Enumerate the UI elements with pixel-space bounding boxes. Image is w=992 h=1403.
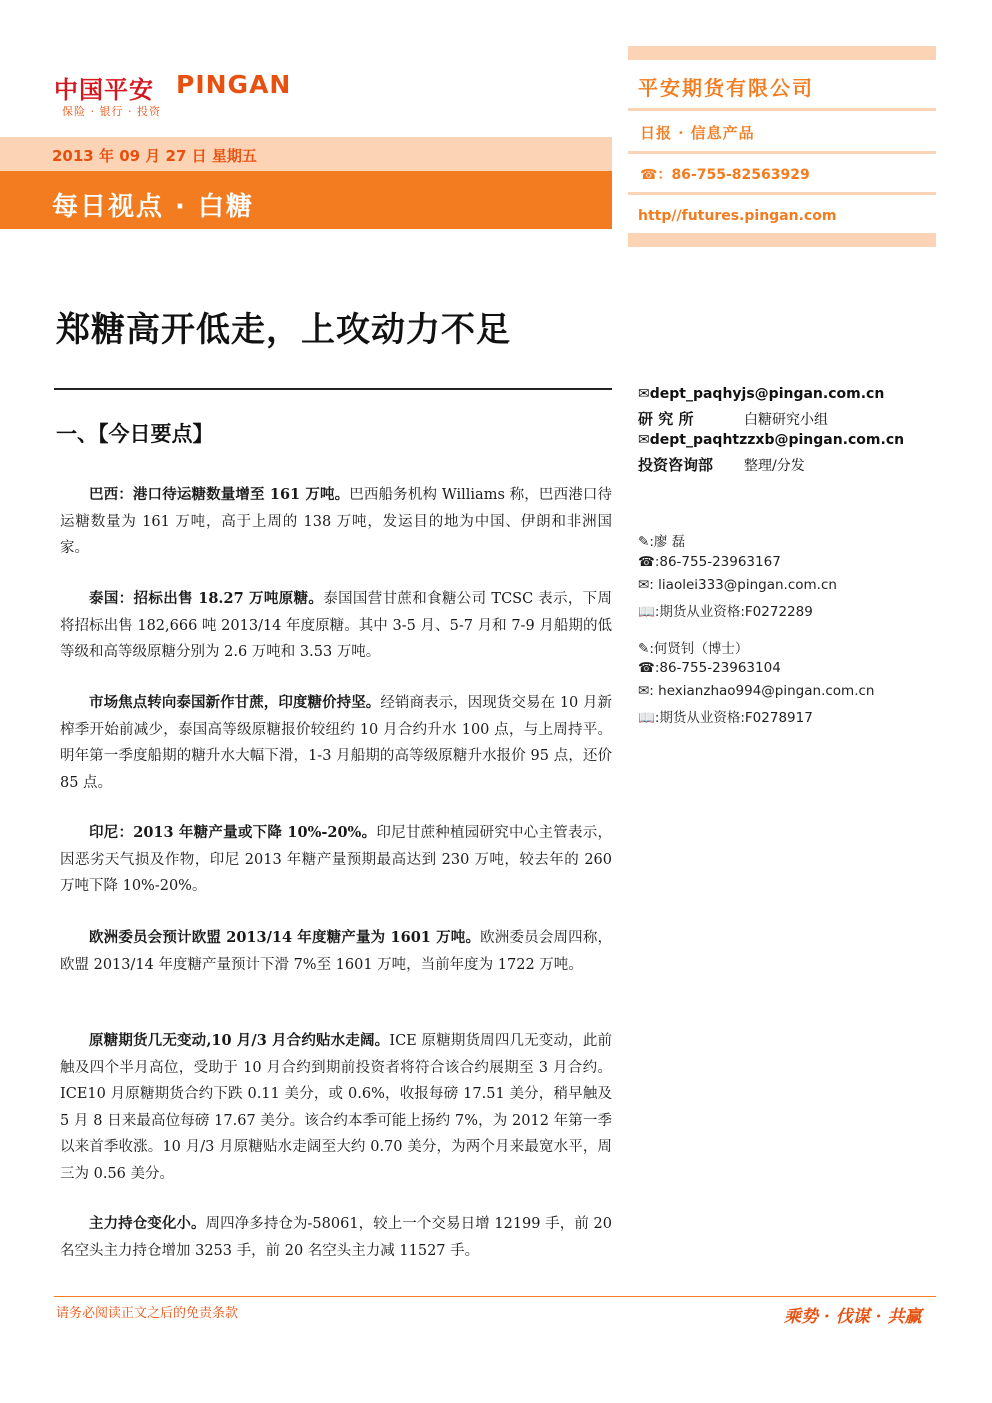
analyst-1-license: 📖:期货从业资格:F0272289 bbox=[638, 604, 813, 620]
info-box-url bbox=[628, 195, 936, 233]
email-link[interactable]: dept_paqhyjs@pingan.com.cn bbox=[649, 386, 885, 402]
logo-chinese: 中国平安 bbox=[54, 76, 154, 104]
disclaimer-link[interactable]: 请务必阅读正文之后的免责条款 bbox=[56, 1306, 239, 1321]
paragraph-brazil: 巴西：港口待运糖数量增至 161 万吨。巴西船务机构 Williams 称，巴西港口待运糖数量为 161 万吨，高于上周的 138 万吨，发运目的地为中国、伊朗和非洲国家。 bbox=[60, 486, 612, 556]
phone-icon: ☎ bbox=[638, 660, 655, 676]
analyst-2-email[interactable]: ✉: hexianzhao994@pingan.com.cn bbox=[638, 683, 875, 699]
report-category: 日报 · 信息产品 bbox=[640, 124, 755, 142]
analyst-1-email[interactable]: ✉: liaolei333@pingan.com.cn bbox=[638, 577, 837, 593]
headline-rule bbox=[54, 388, 612, 390]
analyst-2-phone: ☎:86-755-23963104 bbox=[638, 660, 781, 676]
book-icon: 📖 bbox=[638, 710, 655, 726]
mail-icon: ✉: bbox=[638, 577, 654, 593]
contact-dept-1 bbox=[638, 408, 828, 429]
analyst-2-name: ✎:何贤钊（博士） bbox=[638, 641, 749, 657]
mail-icon: ✉ bbox=[638, 386, 650, 402]
phone-icon: ☎ bbox=[638, 554, 655, 570]
logo-english: PINGAN bbox=[176, 70, 292, 99]
paragraph-eu: 欧洲委员会预计欧盟 2013/14 年度糖产量为 1601 万吨。欧洲委员会周四称，欧盟 2013/14 年度糖产量预计下滑 7%至 1601 万吨，当前年度为 1722 万吨。 bbox=[60, 929, 612, 973]
headline: 郑糖高开低走，上攻动力不足 bbox=[56, 310, 511, 350]
paragraph-indonesia: 印尼：2013 年糖产量或下降 10%-20%。印尼甘蔗种植园研究中心主管表示，因恶劣天气损及作物，印尼 2013 年糖产量预期最高达到 230 万吨，较去年的 260 万吨下降 10%-20%。 bbox=[60, 824, 613, 894]
info-box-phone bbox=[628, 154, 936, 192]
report-title: 每日视点 · 白糖 bbox=[52, 192, 254, 222]
dept-value: 整理/分发 bbox=[744, 458, 805, 474]
section-title: 一、【今日要点】 bbox=[56, 422, 214, 446]
dept-label: 研 究 所 bbox=[638, 410, 694, 428]
company-phone: ☎：86-755-82563929 bbox=[640, 167, 810, 183]
contact-email-2 bbox=[638, 432, 904, 448]
info-box-top-bar bbox=[628, 46, 936, 60]
company-name: 平安期货有限公司 bbox=[638, 76, 814, 100]
footer-slogan: 乘势 · 伐谋 · 共赢 bbox=[784, 1307, 922, 1327]
info-box-bottom-bar bbox=[628, 233, 936, 247]
info-box-company bbox=[628, 60, 936, 108]
info-box-category bbox=[628, 111, 936, 151]
logo-tagline: 保险 · 银行 · 投资 bbox=[62, 105, 161, 118]
pen-icon: ✎ bbox=[638, 534, 650, 550]
paragraph-positions: 主力持仓变化小。周四净多持仓为-58061，较上一个交易日增 12199 手，前 20 名空头主力持仓增加 3253 手，前 20 名空头主力减 11527 手。 bbox=[60, 1215, 613, 1259]
footer-rule bbox=[54, 1296, 936, 1297]
paragraph-market-focus: 市场焦点转向泰国新作甘蔗，印度糖价持坚。经销商表示，因现货交易在 10 月新榨季开始前减少，泰国高等级原糖报价较纽约 10 月合约升水 100 点，与上周持平。明年第一季度船期的糖升水大幅下滑，1-3 月船期的高等级原糖升水报价 95 点，还价 85 点。 bbox=[60, 694, 613, 791]
book-icon: 📖 bbox=[638, 604, 655, 620]
paragraph-raw-sugar: 原糖期货几无变动,10 月/3 月合约贴水走阔。ICE 原糖期货周四几无变动，此前触及四个半月高位，受助于 10 月合约到期前投资者将符合该合约展期至 3 月合约。ICE10 月原糖期货合约下跌 0.11 美分，或 0.6%，收报每磅 17.51 美分，稍早触及 5 月 8 日来最高位每磅 17.67 美分。该合约本季可能上扬约 7%，为 2012 年第一季以来首季收涨。10 月/3 月原糖贴水走阔至大约 0.70 美分，为两个月来最宽水平，周三为 0.56 美分。 bbox=[60, 1032, 612, 1182]
dept-label: 投资咨询部 bbox=[638, 456, 714, 474]
analyst-1-phone: ☎:86-755-23963167 bbox=[638, 554, 781, 570]
analyst-2-license: 📖:期货从业资格:F0278917 bbox=[638, 710, 813, 726]
analyst-1-name: ✎:廖 磊 bbox=[638, 534, 686, 550]
dept-value: 白糖研究小组 bbox=[744, 412, 828, 428]
company-url[interactable]: http//futures.pingan.com bbox=[638, 208, 837, 224]
email-link[interactable]: dept_paqhtzzxb@pingan.com.cn bbox=[649, 432, 905, 448]
contact-email-1 bbox=[638, 386, 884, 402]
contact-dept-2 bbox=[638, 454, 805, 475]
mail-icon: ✉: bbox=[638, 683, 654, 699]
pen-icon: ✎ bbox=[638, 641, 650, 657]
mail-icon: ✉ bbox=[638, 432, 650, 448]
report-date: 2013 年 09 月 27 日 星期五 bbox=[52, 147, 257, 165]
paragraph-thailand: 泰国：招标出售 18.27 万吨原糖。泰国国营甘蔗和食糖公司 TCSC 表示，下周将招标出售 182,666 吨 2013/14 年度原糖。其中 3-5 月、5-7 月和 7-9 月船期的低等级和高等级原糖分别为 2.6 万吨和 3.53 万吨。 bbox=[60, 590, 612, 660]
